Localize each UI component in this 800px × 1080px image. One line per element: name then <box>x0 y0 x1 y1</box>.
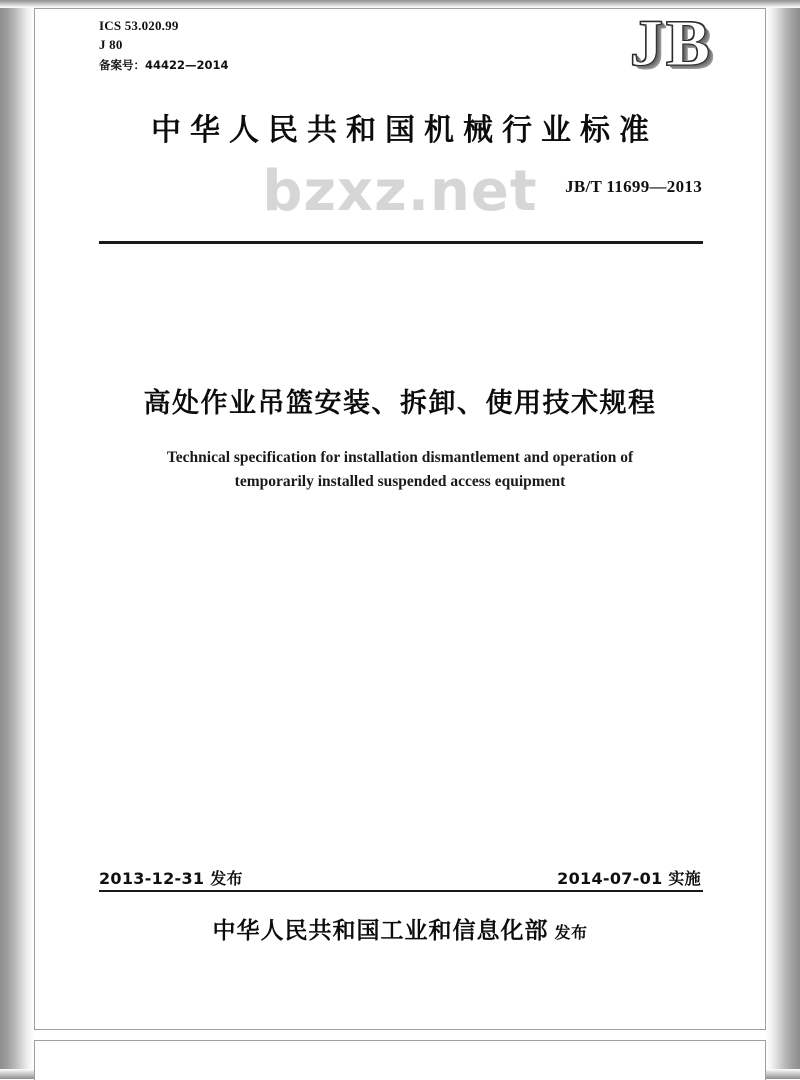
document-title-english-line-2: temporarily installed suspended access equipment <box>234 473 566 491</box>
document-title-english-line-1: Technical specification for installation dismantlement and operation of <box>166 449 634 466</box>
ics-code: ICS 53.020.99 <box>99 18 179 33</box>
jb-logo-icon: JB <box>629 7 713 80</box>
divider-bottom <box>99 890 703 892</box>
publisher-name: 中华人民共和国工业和信息化部 <box>212 918 549 944</box>
standard-number: JB/T 11699—2013 <box>565 177 702 196</box>
document-title-chinese: 高处作业吊篮安装、拆卸、使用技术规程 <box>143 388 657 419</box>
ics-classification-code: J 80 <box>99 36 123 52</box>
ics-record-number: 备案号：44422—2014 <box>99 57 229 72</box>
implementation-date: 2014-07-01 实施 <box>557 869 701 888</box>
cover-page-sheet <box>34 8 766 1030</box>
divider-top <box>99 241 703 244</box>
document-title-english <box>131 446 669 494</box>
issue-date: 2013-12-31 发布 <box>99 869 243 888</box>
publisher-line <box>35 912 765 945</box>
watermark-text: bzxz.net <box>262 159 538 224</box>
publisher-verb: 发布 <box>554 923 588 942</box>
cover-page-content <box>35 9 765 1029</box>
next-page-sheet-edge <box>34 1040 766 1080</box>
standard-series-title: 中华人民共和国机械行业标准 <box>151 113 658 148</box>
ics-metadata-block <box>99 17 229 73</box>
